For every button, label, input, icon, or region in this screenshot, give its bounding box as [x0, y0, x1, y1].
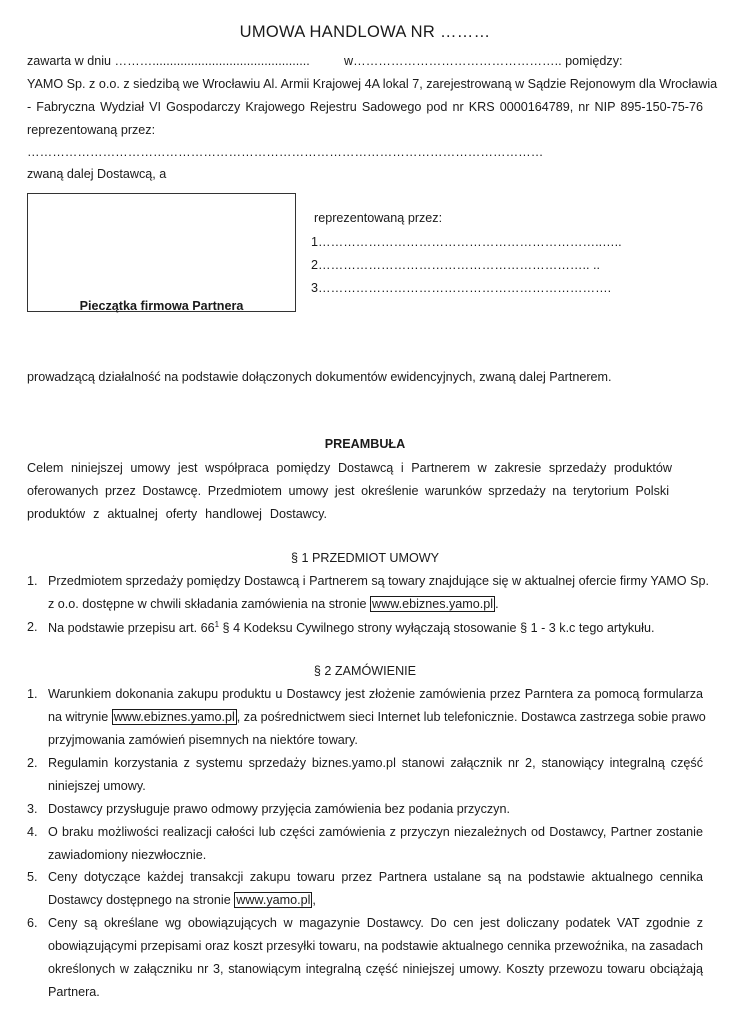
preambula-heading: PREAMBUŁA: [324, 437, 406, 451]
section-2-item-1-line-1: Warunkiem dokonania zakupu produktu u Dostawcy jest złożenie zamówienia przez Parntera za pomocą formularza: [48, 687, 703, 701]
section-2-item-2-line-1: Regulamin korzystania z systemu sprzedaży biznes.yamo.pl stanowi załącznik nr 2, stanowiący integralną część: [48, 756, 703, 770]
supplier-representative-label: reprezentowaną przez:: [27, 123, 156, 137]
section-2-item-5-line-1: Ceny dotyczące każdej transakcji zakupu towaru przez Partnera ustalane są na podstawie aktualnego cennika: [48, 870, 703, 884]
preambula-line-2: oferowanych przez Dostawcę. Przedmiotem umowy jest określenie warunków sprzedaży na terytorium Polski: [27, 484, 669, 498]
section-2-item-4-line-1: O braku możliwości realizacji całości lub części zamówienia z przyczyn niezależnych od Dostawcy, Partner zostanie: [48, 825, 703, 839]
supplier-details-line-2: - Fabryczna Wydział VI Gospodarczy Krajowego Rejestru Sadowego pod nr KRS 0000164789, nr NIP 895-150-75-76: [27, 100, 703, 114]
section-2-item-5-line-2: [48, 893, 703, 907]
section-2-item-3: Dostawcy przysługuje prawo odmowy przyjęcia zamówienia bez podania przyczyn.: [48, 802, 510, 816]
text-span: , za pośrednictwem sieci Internet lub telefonicznie. Dostawca zastrzega sobie prawo: [236, 710, 706, 724]
supplier-alias-line: zwaną dalej Dostawcą, a: [27, 167, 167, 181]
section-2-heading: § 2 ZAMÓWIENIE: [313, 664, 417, 678]
section-1-heading: § 1 PRZEDMIOT UMOWY: [290, 551, 440, 565]
list-number: 5.: [27, 870, 38, 884]
text-span: § 4 Kodeksu Cywilnego strony wyłączają stosowanie § 1 - 3 k.c tego artykułu.: [219, 621, 655, 636]
section-1-item-1-line-2: [48, 597, 703, 611]
text-span: z o.o. dostępne w chwili składania zamówienia na stronie: [48, 597, 371, 611]
section-2-item-6-line-3: określonych w załączniku nr 3, stanowiącym integralną część niniejszej umowy. Koszty przewozu towaru obciążają: [48, 962, 703, 976]
preambula-line-3: produktów z aktualnej oferty handlowej Dostawcy.: [27, 507, 327, 521]
text-span: ,: [312, 893, 316, 907]
yamo-link[interactable]: www.yamo.pl: [236, 893, 311, 907]
text-span: na witrynie: [48, 710, 112, 724]
list-number: 4.: [27, 825, 38, 839]
preambula-line-1: Celem niniejszej umowy jest współpraca pomiędzy Dostawcą i Partnerem w zakresie sprzedaży produktów: [27, 461, 672, 475]
partner-representative-3: 3…………………………………………………………….: [311, 281, 612, 295]
contract-place-line: w………………………………………….. pomiędzy:: [344, 54, 623, 68]
list-number: 3.: [27, 802, 38, 816]
section-1-item-1-line-1: Przedmiotem sprzedaży pomiędzy Dostawcą i Partnerem są towary znajdujące się w aktualnej ofercie firmy YAMO Sp.: [48, 574, 709, 588]
list-number: 6.: [27, 916, 38, 930]
text-span: .: [495, 597, 499, 611]
section-2-item-6-line-2: obowiązującymi przepisami oraz koszt przesyłki towaru, na podstawie aktualnego cennika przewoźnika, na zasadach: [48, 939, 703, 953]
text-span: Na podstawie przepisu art. 66: [48, 621, 215, 636]
partner-alias-line: prowadzącą działalność na podstawie dołączonych dokumentów ewidencyjnych, zwaną dalej Partnerem.: [27, 370, 612, 384]
section-2-item-2-line-2: niniejszej umowy.: [48, 779, 146, 793]
partner-representative-2: 2……………………………………………………….. ..: [311, 258, 600, 272]
partner-stamp-label: Pieczątka firmowa Partnera: [79, 299, 244, 313]
ebiznes-link[interactable]: www.ebiznes.yamo.pl: [113, 710, 235, 724]
document-title: UMOWA HANDLOWA NR ………: [239, 23, 491, 41]
partner-representative-1: 1…………………………………………………………..…..: [311, 235, 622, 249]
supplier-details-line-1: YAMO Sp. z o.o. z siedzibą we Wrocławiu Al. Armii Krajowej 4A lokal 7, zarejestrowaną w Sądzie Rejonowym dla Wrocławia: [27, 77, 718, 91]
ebiznes-link[interactable]: www.ebiznes.yamo.pl: [372, 597, 494, 611]
section-2-item-6-line-1: Ceny są określane wg obowiązujących w magazynie Dostawcy. Do cen jest doliczany podatek VAT zgodnie z: [48, 916, 703, 930]
section-2-item-1-line-3: przyjmowania zamówień pisemnych na niektóre towary.: [48, 733, 358, 747]
supplier-representative-blank: ……………………………………………………………………………………………………………: [27, 145, 544, 159]
contract-date-line: zawarta w dniu ……….............................................: [27, 54, 310, 68]
text-span: Dostawcy dostępnego na stronie: [48, 893, 235, 907]
partner-stamp-box: [27, 193, 296, 312]
superscript: 1: [214, 620, 220, 629]
list-number: 1.: [27, 687, 38, 701]
list-number: 2.: [27, 756, 38, 770]
partner-representative-label: reprezentowaną przez:: [314, 211, 443, 225]
section-2-item-6-line-4: Partnera.: [48, 985, 100, 999]
list-number: 2.: [27, 620, 38, 634]
section-1-item-2: [48, 620, 703, 635]
section-2-item-1-line-2: [48, 710, 706, 724]
list-number: 1.: [27, 574, 38, 588]
section-2-item-4-line-2: zawiadomiony niezwłocznie.: [48, 848, 207, 862]
